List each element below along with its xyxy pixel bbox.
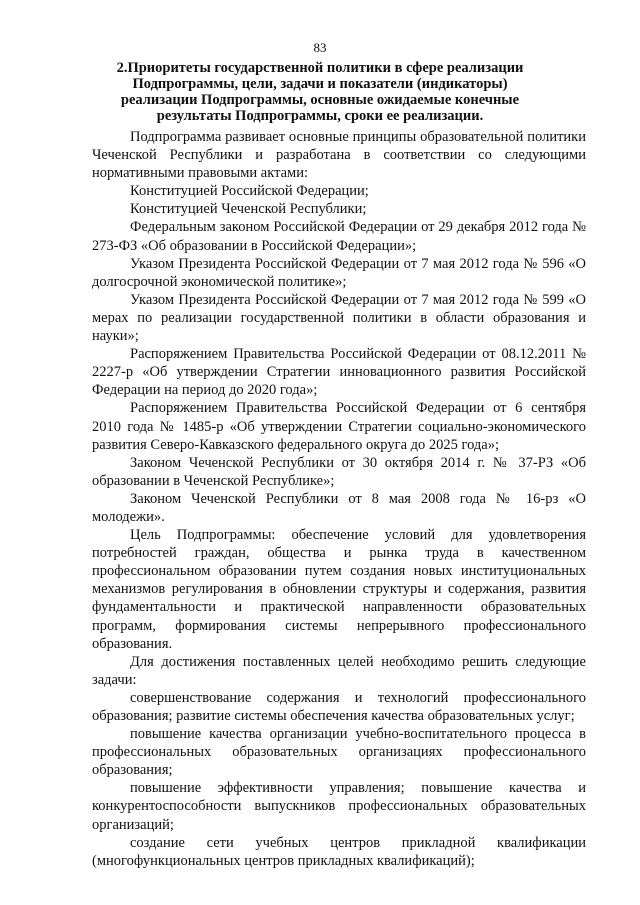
paragraph-list-item: Законом Чеченской Республики от 8 мая 2008 года № 16-рз «О молодежи». [92,490,586,525]
paragraph-task-item: создание сети учебных центров прикладной квалификации (многофункциональных центров прикладных квалификаций); [92,834,586,869]
paragraph-list-item: Указом Президента Российской Федерации от 7 мая 2012 года № 599 «О мерах по реализации государственной политики в области образования и науки»; [92,291,586,345]
paragraph-task-item: повышение эффективности управления; повышение качества и конкурентоспособности выпускников профессиональных образовательных организаций; [92,780,586,833]
paragraph-list-item: Распоряжением Правительства Российской Федерации от 08.12.2011 № 2227-р «Об утверждении Стратегии инновационного развития Российской Федерации на период до 2020 года»; [92,346,586,399]
paragraph-list-item: Конституцией Российской Федерации; [130,183,369,200]
paragraph-list-item: Федеральным законом Российской Федерации от 29 декабря 2012 года № 273-ФЗ «Об образовании в Российской Федерации»; [92,219,586,254]
paragraph-task-item: совершенствование содержания и технологий профессионального образования; развитие системы обеспечения качества образовательных услуг; [92,689,586,724]
paragraph-intro: Подпрограмма развивает основные принципы образовательной политики Чеченской Республики и разработана в соответствии со следующими нормативными правовыми актами: [92,129,586,182]
paragraph-list-item: Конституцией Чеченской Республики; [130,201,367,218]
paragraph-tasks-intro: Для достижения поставленных целей необходимо решить следующие задачи: [92,653,586,688]
paragraph-list-item: Законом Чеченской Республики от 30 октября 2014 г. № 37-РЗ «Об образовании в Чеченской Республике»; [92,454,586,489]
document-body [92,128,586,870]
paragraph-goal: Цель Подпрограммы: обеспечение условий для удовлетворения потребностей граждан, общества и рынка труда в качественном профессиональном образовании путем создания новых институциональных механизмов регулирования в обновлении структуры и содержания, развития фундаментальности и практической направленности образовательных программ, формирования системы непрерывного профессионального образования. [92,527,586,652]
paragraph-list-item: Распоряжением Правительства Российской Федерации от 6 сентября 2010 года № 1485-р «Об утверждении Стратегии социально-экономического развития Северо-Кавказского федерального округа до 2025 года»; [92,400,586,453]
page-number: 83 [313,40,327,55]
paragraph-task-item: повышение качества организации учебно-воспитательного процесса в профессиональных образовательных организациях профессионального образования; [92,726,586,779]
paragraph-list-item: Указом Президента Российской Федерации от 7 мая 2012 года № 596 «О долгосрочной экономической политике»; [92,255,586,290]
section-heading: 2.Приоритеты государственной политики в сфере реализации Подпрограммы, цели, задачи и показатели (индикаторы) реализации Подпрограммы, основные ожидаемые конечные результаты Подпрограммы, сроки ее реализации. [116,60,524,124]
